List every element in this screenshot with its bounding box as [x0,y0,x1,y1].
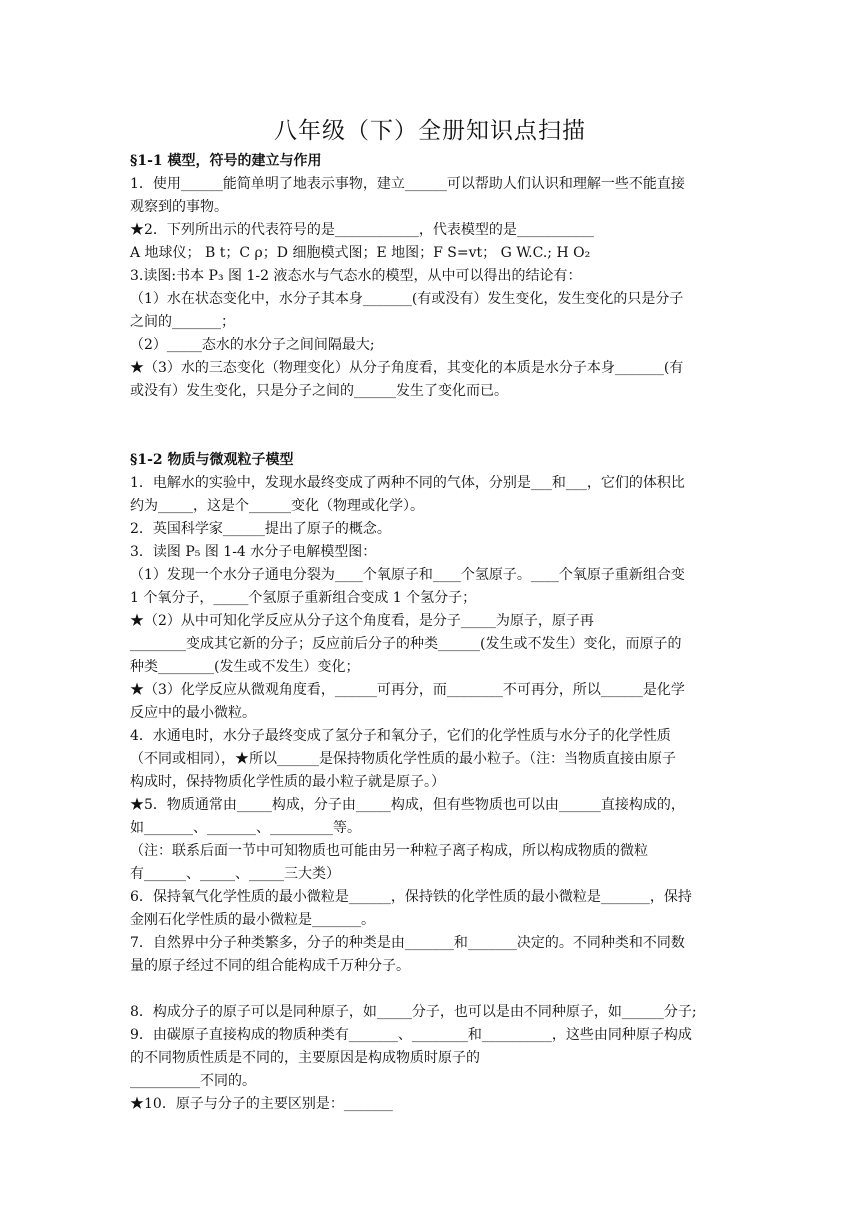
text-line: 有______、_____、_____三大类） [130,866,340,882]
text-line: ★10．原子与分子的主要区别是：_______ [130,1096,393,1112]
text-line: 8．构成分子的原子可以是同种原子，如_____分子，也可以是由不同种原子，如______分子; [130,1004,697,1020]
text-line: （1）发现一个水分子通电分裂为____个氧原子和____个氢原子。____个氧原子重新组合变 [130,567,685,583]
text-line: 观察到的事物。 [130,199,228,215]
text-line: 如_______、_______、_________等。 [130,820,361,836]
text-line: 6．保持氧气化学性质的最小微粒是______，保持铁的化学性质的最小微粒是_______，保持 [130,889,692,905]
text-line: 量的原子经过不同的组合能构成千万种分子。 [130,958,410,974]
text-line: __________不同的。 [130,1073,256,1089]
text-line: ________变成其它新的分子；反应前后分子的种类______(发生或不发生）变化，而原子的 [130,636,682,652]
text-line: （不同或相同），★所以______是保持物质化学性质的最小粒子。（注：当物质直接由原子 [130,751,676,767]
text-line: （2）_____态水的水分子之间间隔最大; [130,337,375,353]
text-line: 金刚石化学性质的最小微粒是_______。 [130,912,375,928]
text-line: A 地球仪； B t；C ρ；D 细胞模式图；E 地图；F S=vt； G W.C.; H O₂ [130,245,591,261]
text-line: 构成时，保持物质化学性质的最小粒子就是原子。） [130,774,445,790]
text-line: 的不同物质性质是不同的，主要原因是构成物质时原子的 [130,1050,480,1066]
text-line: （1）水在状态变化中，水分子其本身_______(有或没有）发生变化，发生变化的只是分子 [130,291,684,307]
text-line: 约为_____，这是个______变化（物理或化学）。 [130,498,424,514]
text-line: 3.读图:书本 P₃ 图 1-2 液态水与气态水的模型，从中可以得出的结论有： [130,268,582,284]
section-heading: §1-1 模型，符号的建立与作用 [130,153,322,169]
text-line: 种类________(发生或不发生）变化； [130,659,360,675]
text-line: 4．水通电时，水分子最终变成了氢分子和氧分子，它们的化学性质与水分子的化学性质 [130,728,671,744]
text-line: ★（2）从中可知化学反应从分子这个角度看，是分子_____为原子，原子再 [130,613,594,629]
text-line: 3．读图 P₅ 图 1-4 水分子电解模型图： [130,544,377,560]
text-line: 7．自然界中分子种类繁多，分子的种类是由_______和_______决定的。不同种类和不同数 [130,935,685,951]
text-line: （注：联系后面一节中可知物质也可能由另一种粒子离子构成，所以构成物质的微粒 [130,843,648,859]
page-title: 八年级（下）全册知识点扫描 [274,118,586,144]
text-line: 2．英国科学家______提出了原子的概念。 [130,521,391,537]
section-heading: §1-2 物质与微观粒子模型 [130,452,294,468]
text-line: 1．电解水的实验中，发现水最终变成了两种不同的气体，分别是___和___，它们的体积比 [130,475,685,491]
text-line: 或没有）发生变化，只是分子之间的______发生了变化而已。 [130,383,508,399]
text-line: 1 个氧分子，_____个氢原子重新组合变成 1 个氢分子； [130,590,477,606]
text-line: ★5．物质通常由_____构成，分子由_____构成，但有些物质也可以由______直接构成的， [130,797,685,813]
text-line: 1．使用______能简单明了地表示事物，建立______可以帮助人们认识和理解一些不能直接 [130,176,685,192]
spacer [130,978,730,1001]
text-line: ★（3）水的三态变化（物理变化）从分子角度看，其变化的本质是水分子本身_______(有 [130,360,684,376]
text-line: 之间的_______； [130,314,235,330]
text-line: 9．由碳原子直接构成的物质种类有_______、________和__________，这些由同种原子构成 [130,1027,692,1043]
text-line: ★2．下列所出示的代表符号的是____________，代表模型的是___________ [130,222,594,238]
document-body [130,150,730,1116]
text-line: 反应中的最小微粒。 [130,705,256,721]
spacer [130,403,730,449]
text-line: ★（3）化学反应从微观角度看，______可再分，而________不可再分，所以______是化学 [130,682,685,698]
